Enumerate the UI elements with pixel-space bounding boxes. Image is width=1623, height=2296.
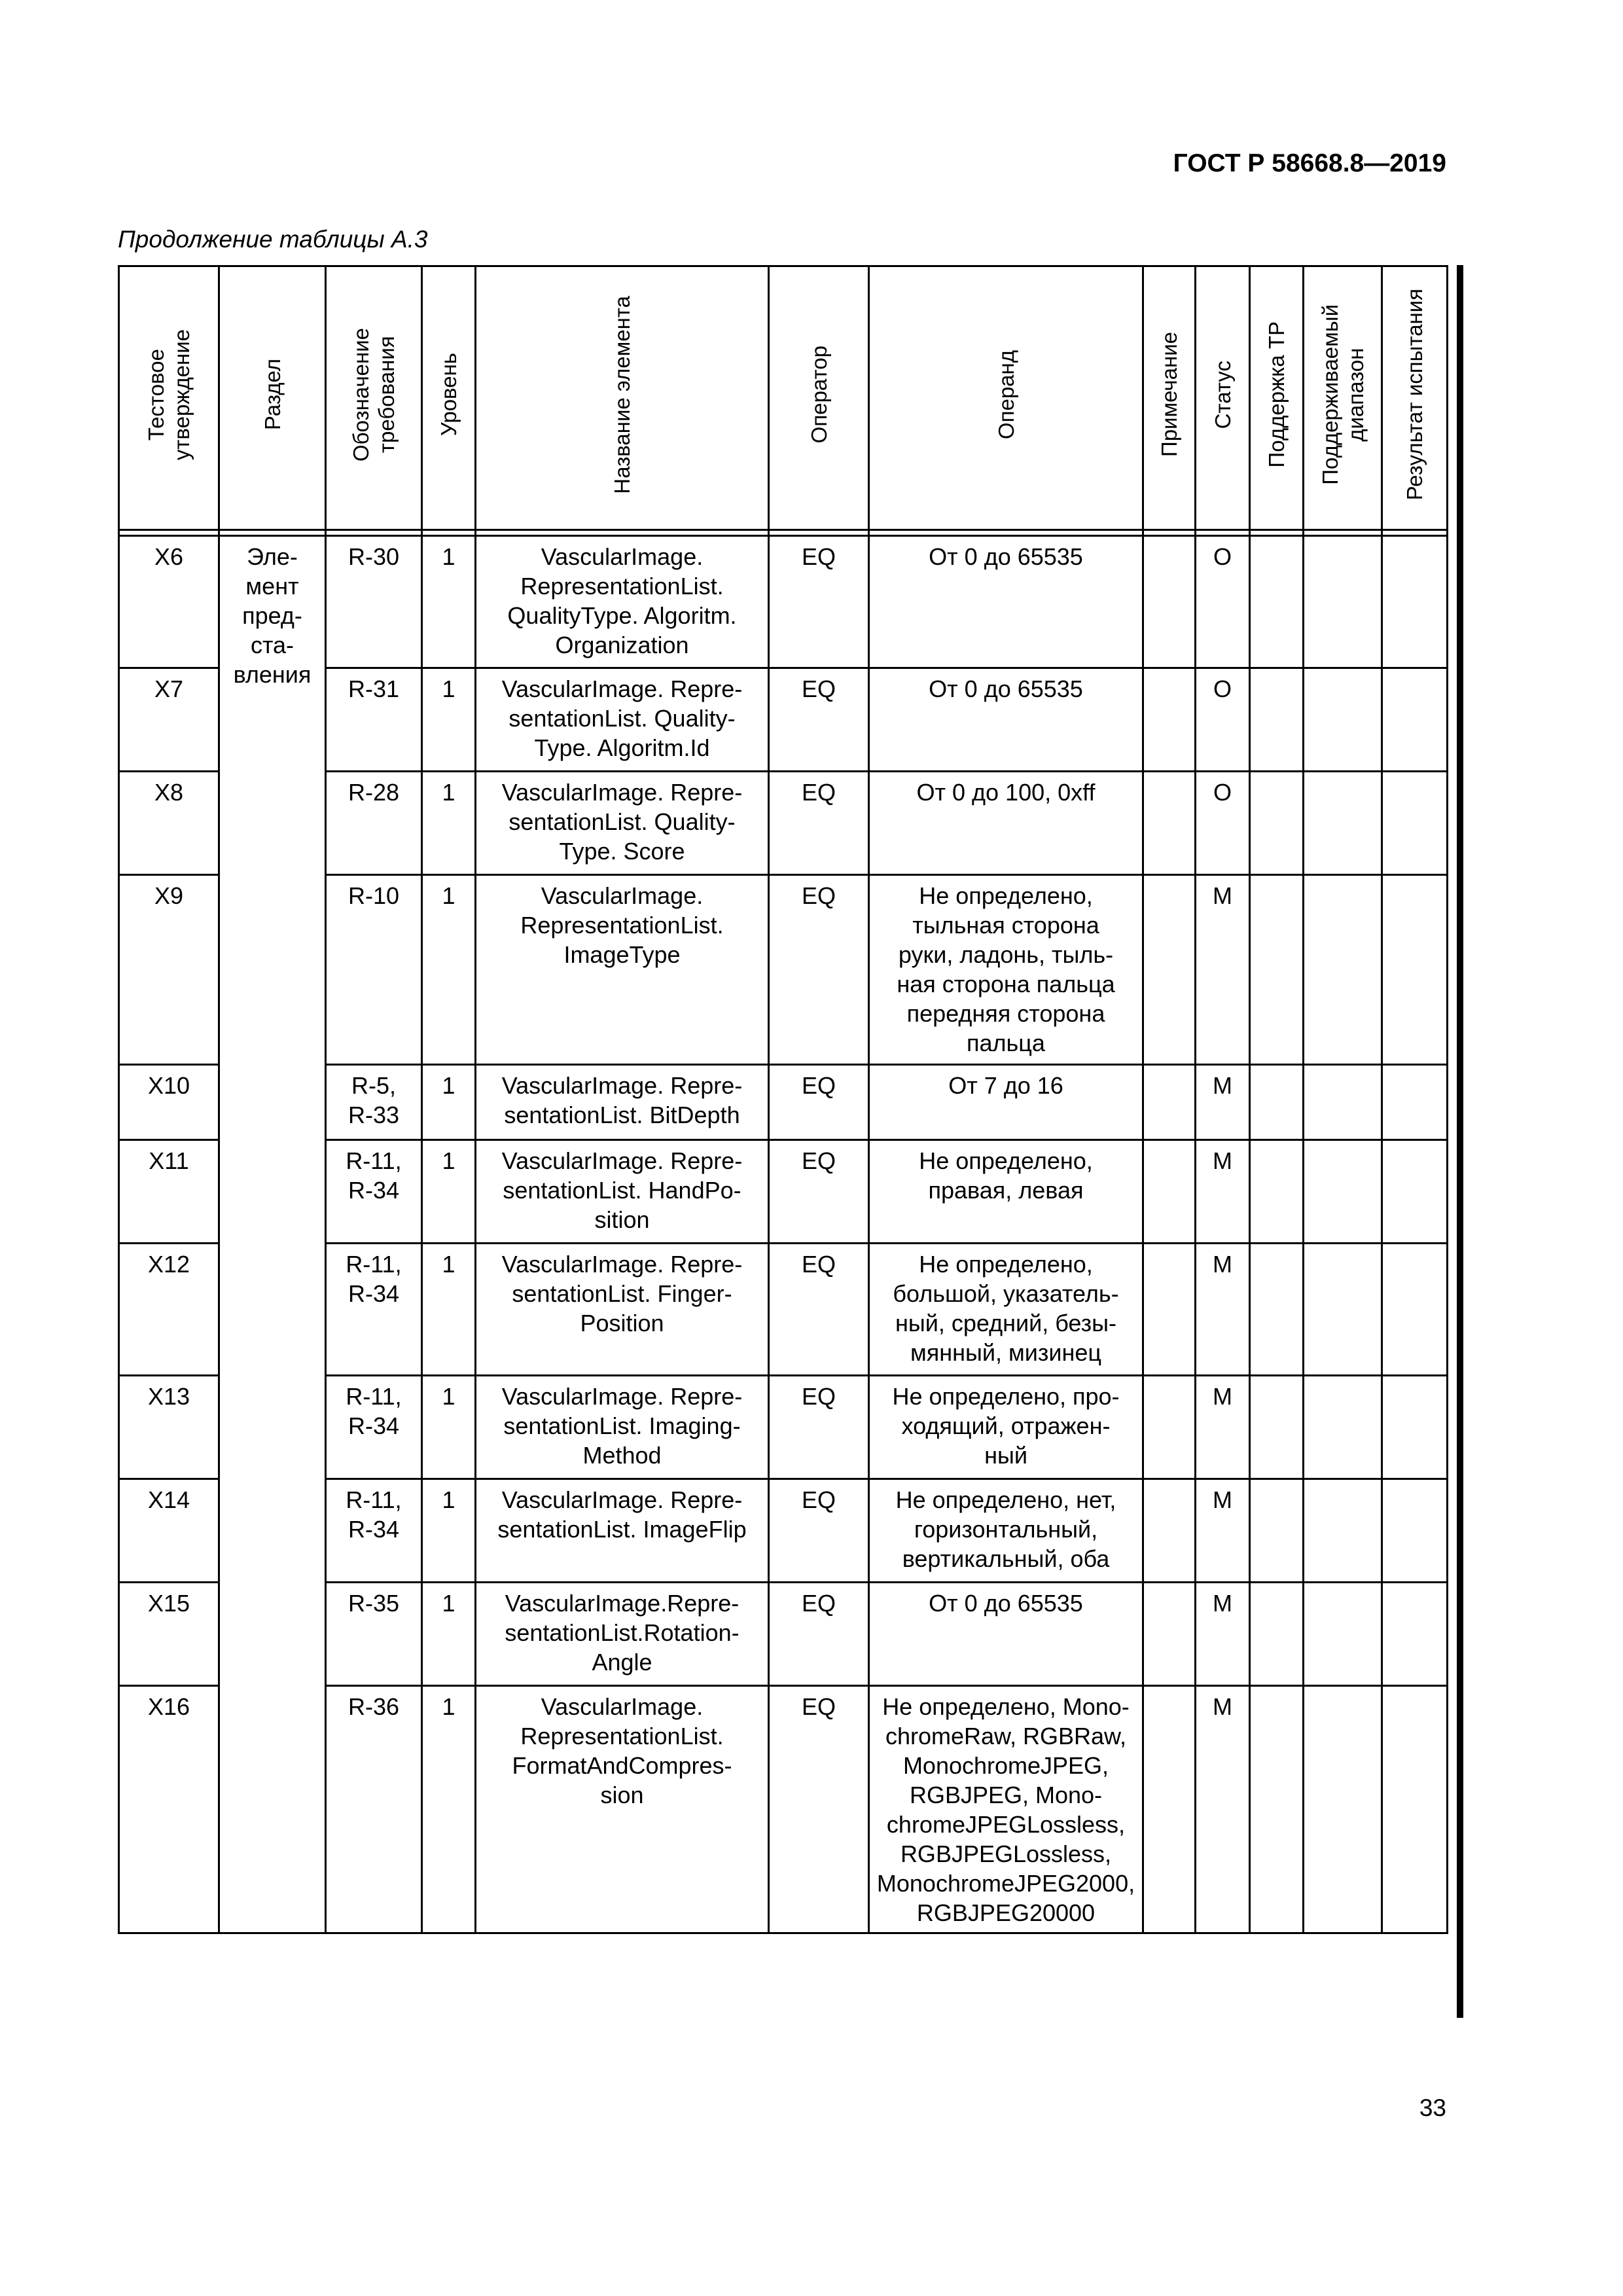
note-cell <box>1143 1244 1196 1376</box>
operator-cell <box>769 1244 869 1376</box>
status-text: O <box>1213 543 1232 570</box>
status-cell <box>1196 1244 1250 1376</box>
requirement-cell <box>326 1140 422 1244</box>
tp-support-cell <box>1250 1140 1304 1244</box>
level-text: 1 <box>442 1147 455 1174</box>
element-name-text: VascularImage. RepresentationList. ImageType <box>520 882 724 968</box>
operator-text: EQ <box>801 1251 836 1278</box>
tp-support-cell <box>1250 1065 1304 1140</box>
test-statement-text: X7 <box>154 675 184 702</box>
requirement-text: R-11, R-34 <box>346 1383 402 1439</box>
operator-text: EQ <box>801 1147 836 1174</box>
requirement-text: R-11, R-34 <box>346 1251 402 1307</box>
element-name-cell <box>476 1065 769 1140</box>
column-section-label: Раздел <box>260 359 285 431</box>
status-cell <box>1196 772 1250 875</box>
table-caption: Продолжение таблицы А.3 <box>118 226 428 253</box>
element-name-cell <box>476 1479 769 1583</box>
operand-text: Не определено, про- ходящий, отражен- ный <box>892 1383 1120 1469</box>
column-element-name-label: Название элемента <box>610 295 634 494</box>
supported-range-cell <box>1304 875 1382 1065</box>
requirement-cell <box>326 536 422 668</box>
test-result-cell <box>1382 875 1448 1065</box>
operand-cell <box>869 668 1143 772</box>
status-cell <box>1196 1140 1250 1244</box>
requirement-text: R-28 <box>348 779 400 806</box>
column-requirement-id-header <box>326 266 422 530</box>
test-statement-text: X15 <box>147 1590 190 1617</box>
header-separator-cell <box>1382 530 1448 536</box>
level-text: 1 <box>442 779 455 806</box>
level-text: 1 <box>442 1383 455 1410</box>
operand-text: От 0 до 65535 <box>929 1590 1083 1617</box>
requirement-text: R-30 <box>348 543 400 570</box>
test-statement-cell <box>119 1583 219 1686</box>
test-statement-cell <box>119 1244 219 1376</box>
level-cell <box>422 1479 476 1583</box>
element-name-text: VascularImage. Repre- sentationList. Imaging- Method <box>501 1383 743 1469</box>
column-note-header <box>1143 266 1196 530</box>
element-name-cell <box>476 875 769 1065</box>
test-result-cell <box>1382 772 1448 875</box>
test-statement-text: X14 <box>147 1486 190 1513</box>
supported-range-cell <box>1304 1244 1382 1376</box>
column-operand-label: Операнд <box>993 350 1018 440</box>
operand-cell <box>869 772 1143 875</box>
requirement-text: R-10 <box>348 882 400 909</box>
requirement-cell <box>326 1244 422 1376</box>
requirement-text: R-11, R-34 <box>346 1486 402 1543</box>
section-cell <box>219 536 326 1933</box>
element-name-text: VascularImage. RepresentationList. FormatAndCompres- sion <box>512 1693 732 1808</box>
note-cell <box>1143 668 1196 772</box>
operand-cell <box>869 1244 1143 1376</box>
element-name-cell <box>476 1140 769 1244</box>
operand-text: Не определено, тыльная сторона руки, ладонь, тыль- ная сторона пальца передняя сторона пальца <box>897 882 1115 1056</box>
test-result-cell <box>1382 536 1448 668</box>
column-section-header <box>219 266 326 530</box>
requirement-text: R-31 <box>348 675 400 702</box>
operator-cell <box>769 1376 869 1479</box>
operator-text: EQ <box>801 1693 836 1720</box>
operator-cell <box>769 1065 869 1140</box>
header-separator-cell <box>1196 530 1250 536</box>
operator-cell <box>769 1686 869 1933</box>
column-operand-header <box>869 266 1143 530</box>
section-label: Эле- мент пред- ста- вления <box>233 543 312 688</box>
element-name-text: VascularImage. RepresentationList. QualityType. Algoritm. Organization <box>507 543 737 658</box>
test-statement-cell <box>119 875 219 1065</box>
test-statement-cell <box>119 1686 219 1933</box>
table-header-row <box>119 266 1448 530</box>
operand-cell <box>869 1583 1143 1686</box>
header-separator-cell <box>326 530 422 536</box>
operator-text: EQ <box>801 882 836 909</box>
test-statement-cell <box>119 772 219 875</box>
operand-cell <box>869 1686 1143 1933</box>
tp-support-cell <box>1250 772 1304 875</box>
operator-text: EQ <box>801 779 836 806</box>
page-number: 33 <box>1419 2094 1446 2121</box>
note-cell <box>1143 1140 1196 1244</box>
test-statement-text: X6 <box>154 543 184 570</box>
status-text: M <box>1213 1693 1232 1720</box>
column-test-result-label: Результат испытания <box>1402 289 1427 501</box>
tp-support-cell <box>1250 1376 1304 1479</box>
note-cell <box>1143 1065 1196 1140</box>
revision-bar <box>1457 265 1463 2018</box>
requirement-cell <box>326 1376 422 1479</box>
column-requirement-id-label: Обозначение требования <box>349 327 399 462</box>
requirement-text: R-36 <box>348 1693 400 1720</box>
operator-cell <box>769 668 869 772</box>
element-name-cell <box>476 1376 769 1479</box>
column-level-header <box>422 266 476 530</box>
column-test-result-header <box>1382 266 1448 530</box>
operand-cell <box>869 1376 1143 1479</box>
element-name-text: VascularImage. Repre- sentationList. BitDepth <box>501 1072 743 1128</box>
element-name-cell <box>476 1244 769 1376</box>
operator-cell <box>769 1479 869 1583</box>
status-cell <box>1196 1065 1250 1140</box>
note-cell <box>1143 1479 1196 1583</box>
operand-text: Не определено, Mono- chromeRaw, RGBRaw, MonochromeJPEG, RGBJPEG, Mono- chromeJPEGLossless, RGBJPEGLossless, MonochromeJPEG2000, RGBJPEG20000 <box>876 1693 1135 1926</box>
operand-cell <box>869 1065 1143 1140</box>
note-cell <box>1143 536 1196 668</box>
header-separator-cell <box>869 530 1143 536</box>
operator-cell <box>769 1140 869 1244</box>
element-name-cell <box>476 668 769 772</box>
level-cell <box>422 1686 476 1933</box>
test-statement-text: X13 <box>147 1383 190 1410</box>
status-text: O <box>1213 779 1232 806</box>
element-name-text: VascularImage. Repre- sentationList. ImageFlip <box>497 1486 747 1543</box>
status-text: M <box>1213 1486 1232 1513</box>
element-name-text: VascularImage.Repre- sentationList.Rotation- Angle <box>505 1590 740 1676</box>
test-result-cell <box>1382 1140 1448 1244</box>
level-cell <box>422 668 476 772</box>
operator-cell <box>769 1583 869 1686</box>
supported-range-cell <box>1304 1686 1382 1933</box>
level-text: 1 <box>442 675 455 702</box>
operator-cell <box>769 536 869 668</box>
operator-cell <box>769 772 869 875</box>
element-name-text: VascularImage. Repre- sentationList. Finger- Position <box>501 1251 743 1336</box>
header-separator-cell <box>219 530 326 536</box>
operator-text: EQ <box>801 543 836 570</box>
note-cell <box>1143 772 1196 875</box>
status-cell <box>1196 1583 1250 1686</box>
requirements-table <box>118 265 1448 1934</box>
test-statement-text: X12 <box>147 1251 190 1278</box>
test-result-cell <box>1382 1065 1448 1140</box>
test-result-cell <box>1382 1244 1448 1376</box>
requirement-cell <box>326 668 422 772</box>
operand-text: Не определено, большой, указатель- ный, средний, безы- мянный, мизинец <box>893 1251 1119 1366</box>
status-text: M <box>1213 1590 1232 1617</box>
operand-text: От 0 до 65535 <box>929 675 1083 702</box>
supported-range-cell <box>1304 1583 1382 1686</box>
requirement-cell <box>326 875 422 1065</box>
column-supported-range-header <box>1304 266 1382 530</box>
operand-cell <box>869 1140 1143 1244</box>
level-cell <box>422 1376 476 1479</box>
status-cell <box>1196 1376 1250 1479</box>
header-separator-cell <box>769 530 869 536</box>
test-statement-text: X9 <box>154 882 184 909</box>
test-result-cell <box>1382 1686 1448 1933</box>
test-statement-text: X8 <box>154 779 184 806</box>
header-separator-cell <box>119 530 219 536</box>
test-result-cell <box>1382 1479 1448 1583</box>
operand-cell <box>869 875 1143 1065</box>
level-cell <box>422 536 476 668</box>
header-separator-cell <box>1143 530 1196 536</box>
tp-support-cell <box>1250 668 1304 772</box>
test-statement-cell <box>119 1479 219 1583</box>
status-cell <box>1196 668 1250 772</box>
operand-text: Не определено, правая, левая <box>919 1147 1093 1204</box>
column-supported-range-label: Поддерживаемый диапазон <box>1317 304 1368 485</box>
test-result-cell <box>1382 1583 1448 1686</box>
operand-text: От 0 до 100, 0xff <box>916 779 1096 806</box>
status-text: M <box>1213 1147 1232 1174</box>
operand-text: От 0 до 65535 <box>929 543 1083 570</box>
requirement-cell <box>326 772 422 875</box>
operator-text: EQ <box>801 1383 836 1410</box>
level-text: 1 <box>442 1072 455 1099</box>
operator-text: EQ <box>801 1486 836 1513</box>
column-operator-label: Оператор <box>806 346 831 444</box>
operator-text: EQ <box>801 675 836 702</box>
test-statement-cell <box>119 536 219 668</box>
supported-range-cell <box>1304 1065 1382 1140</box>
test-statement-cell <box>119 668 219 772</box>
note-cell <box>1143 1686 1196 1933</box>
level-text: 1 <box>442 1693 455 1720</box>
column-status-label: Статус <box>1210 360 1235 429</box>
level-text: 1 <box>442 1486 455 1513</box>
element-name-text: VascularImage. Repre- sentationList. Quality- Type. Algoritm.Id <box>501 675 743 761</box>
requirement-text: R-11, R-34 <box>346 1147 402 1204</box>
supported-range-cell <box>1304 536 1382 668</box>
requirement-text: R-35 <box>348 1590 400 1617</box>
level-cell <box>422 1065 476 1140</box>
column-note-label: Примечание <box>1157 332 1181 457</box>
element-name-text: VascularImage. Repre- sentationList. HandPo- sition <box>501 1147 743 1233</box>
status-text: O <box>1213 675 1232 702</box>
requirement-cell <box>326 1065 422 1140</box>
column-tp-support-label: Поддержка ТР <box>1264 321 1289 468</box>
supported-range-cell <box>1304 772 1382 875</box>
column-level-label: Уровень <box>437 353 461 437</box>
header-separator-cell <box>476 530 769 536</box>
status-cell <box>1196 536 1250 668</box>
status-text: M <box>1213 1072 1232 1099</box>
header-separator-cell <box>1250 530 1304 536</box>
requirement-cell <box>326 1686 422 1933</box>
note-cell <box>1143 1583 1196 1686</box>
test-statement-cell <box>119 1140 219 1244</box>
column-element-name-header <box>476 266 769 530</box>
table-row <box>119 536 1448 668</box>
column-operator-header <box>769 266 869 530</box>
column-tp-support-header <box>1250 266 1304 530</box>
note-cell <box>1143 875 1196 1065</box>
operand-cell <box>869 1479 1143 1583</box>
element-name-cell <box>476 1583 769 1686</box>
tp-support-cell <box>1250 536 1304 668</box>
header-separator-cell <box>1304 530 1382 536</box>
operand-cell <box>869 536 1143 668</box>
status-cell <box>1196 1686 1250 1933</box>
level-cell <box>422 772 476 875</box>
status-text: M <box>1213 1383 1232 1410</box>
element-name-cell <box>476 772 769 875</box>
operand-text: Не определено, нет, горизонтальный, вертикальный, оба <box>895 1486 1116 1572</box>
table-body <box>119 536 1448 1933</box>
column-test-statement-label: Тестовое утверждение <box>144 329 194 461</box>
column-test-statement-header <box>119 266 219 530</box>
header-separator-cell <box>422 530 476 536</box>
status-text: M <box>1213 1251 1232 1278</box>
column-status-header <box>1196 266 1250 530</box>
level-cell <box>422 875 476 1065</box>
tp-support-cell <box>1250 1686 1304 1933</box>
test-statement-cell <box>119 1065 219 1140</box>
status-cell <box>1196 1479 1250 1583</box>
requirement-text: R-5, R-33 <box>348 1072 400 1128</box>
level-text: 1 <box>442 1251 455 1278</box>
test-statement-cell <box>119 1376 219 1479</box>
document-code: ГОСТ Р 58668.8—2019 <box>1173 149 1446 177</box>
test-result-cell <box>1382 668 1448 772</box>
element-name-cell <box>476 1686 769 1933</box>
level-text: 1 <box>442 882 455 909</box>
element-name-cell <box>476 536 769 668</box>
operator-cell <box>769 875 869 1065</box>
level-text: 1 <box>442 543 455 570</box>
test-statement-text: X16 <box>147 1693 190 1720</box>
header-separator <box>119 530 1448 536</box>
operator-text: EQ <box>801 1072 836 1099</box>
note-cell <box>1143 1376 1196 1479</box>
supported-range-cell <box>1304 1140 1382 1244</box>
level-cell <box>422 1583 476 1686</box>
operand-text: От 7 до 16 <box>948 1072 1063 1099</box>
requirement-cell <box>326 1479 422 1583</box>
tp-support-cell <box>1250 875 1304 1065</box>
level-cell <box>422 1244 476 1376</box>
tp-support-cell <box>1250 1583 1304 1686</box>
status-text: M <box>1213 882 1232 909</box>
test-statement-text: X10 <box>147 1072 190 1099</box>
supported-range-cell <box>1304 1479 1382 1583</box>
element-name-text: VascularImage. Repre- sentationList. Quality- Type. Score <box>501 779 743 865</box>
level-text: 1 <box>442 1590 455 1617</box>
operator-text: EQ <box>801 1590 836 1617</box>
tp-support-cell <box>1250 1244 1304 1376</box>
status-cell <box>1196 875 1250 1065</box>
level-cell <box>422 1140 476 1244</box>
supported-range-cell <box>1304 668 1382 772</box>
tp-support-cell <box>1250 1479 1304 1583</box>
supported-range-cell <box>1304 1376 1382 1479</box>
requirement-cell <box>326 1583 422 1686</box>
test-result-cell <box>1382 1376 1448 1479</box>
test-statement-text: X11 <box>149 1147 189 1174</box>
